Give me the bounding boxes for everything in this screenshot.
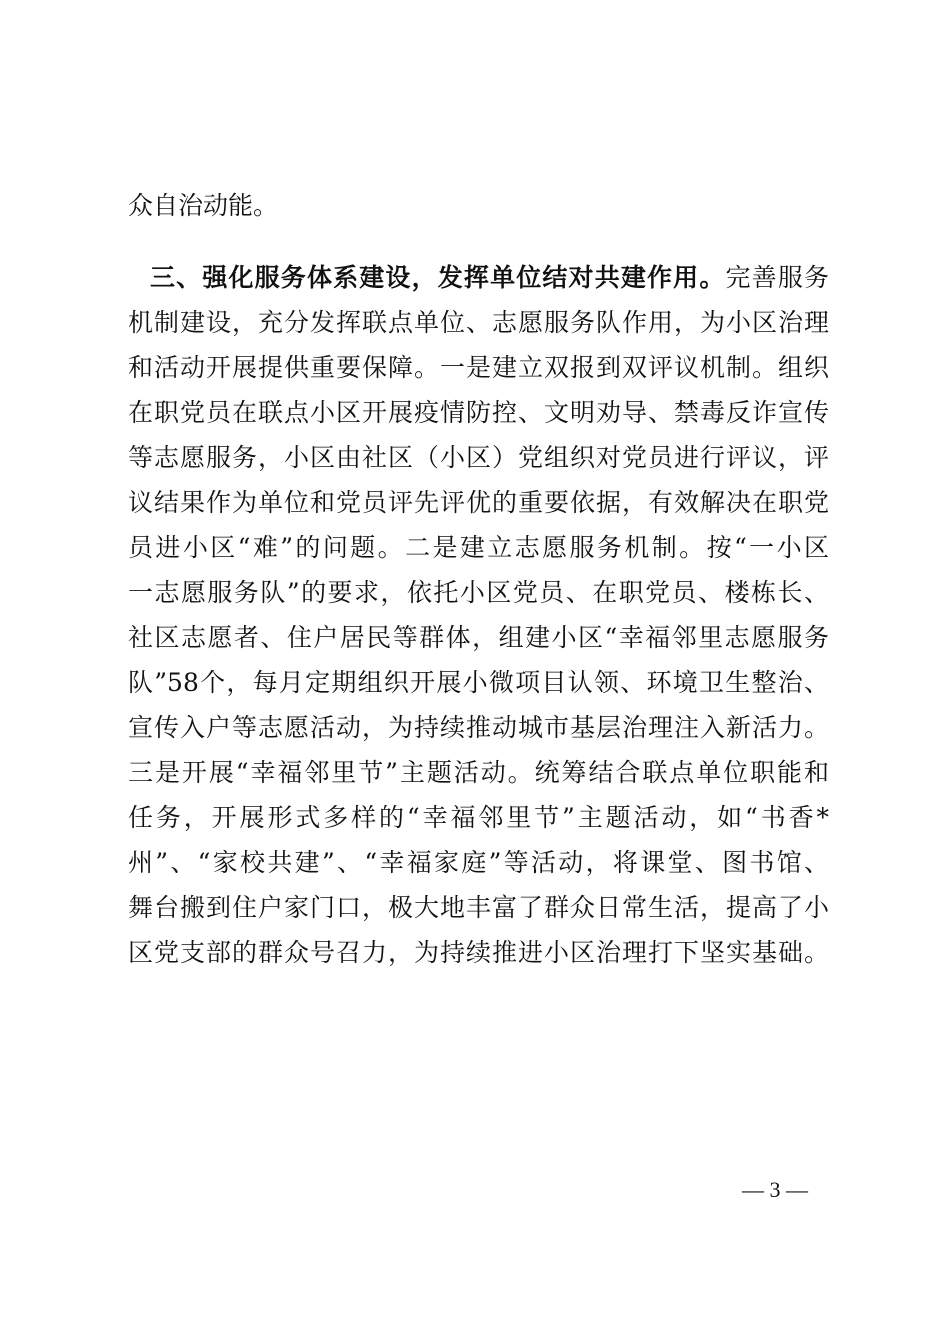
body-line: 等志愿服务，小区由社区（小区）党组织对党员进行评议，评: [128, 443, 829, 472]
body-line: 机制建设，充分发挥联点单位、志愿服务队作用，为小区治理: [128, 308, 829, 337]
body-line: 队”58个，每月定期组织开展小微项目认领、环境卫生整治、: [128, 668, 829, 697]
section-first-line: [150, 260, 829, 300]
body-line: 舞台搬到住户家门口，极大地丰富了群众日常生活，提高了小: [128, 893, 829, 922]
section-heading: 三、强化服务体系建设，发挥单位结对共建作用。: [150, 263, 726, 292]
body-line: 州”、“家校共建”、“幸福家庭”等活动，将课堂、图书馆、: [128, 848, 829, 877]
paragraph-continuation: 众自治动能。: [128, 191, 279, 220]
page-number: — 3 —: [742, 1177, 808, 1202]
body-line: 在职党员在联点小区开展疫情防控、文明劝导、禁毒反诈宣传: [128, 398, 829, 427]
body-line: 员进小区“难”的问题。二是建立志愿服务机制。按“一小区: [128, 533, 829, 562]
body-line: 议结果作为单位和党员评先评优的重要依据，有效解决在职党: [128, 488, 829, 517]
body-line: 完善服务: [725, 263, 829, 292]
body-line: 一志愿服务队”的要求，依托小区党员、在职党员、楼栋长、: [128, 578, 829, 607]
body-line: 区党支部的群众号召力，为持续推进小区治理打下坚实基础。: [128, 938, 829, 967]
body-line: 和活动开展提供重要保障。一是建立双报到双评议机制。组织: [128, 353, 829, 382]
body-line: 任务，开展形式多样的“幸福邻里节”主题活动，如“书香*: [128, 803, 829, 832]
body-line: 宣传入户等志愿活动，为持续推动城市基层治理注入新活力。: [128, 713, 829, 742]
body-line: 三是开展“幸福邻里节”主题活动。统筹结合联点单位职能和: [128, 758, 829, 787]
body-line: 社区志愿者、住户居民等群体，组建小区“幸福邻里志愿服务: [128, 623, 829, 652]
